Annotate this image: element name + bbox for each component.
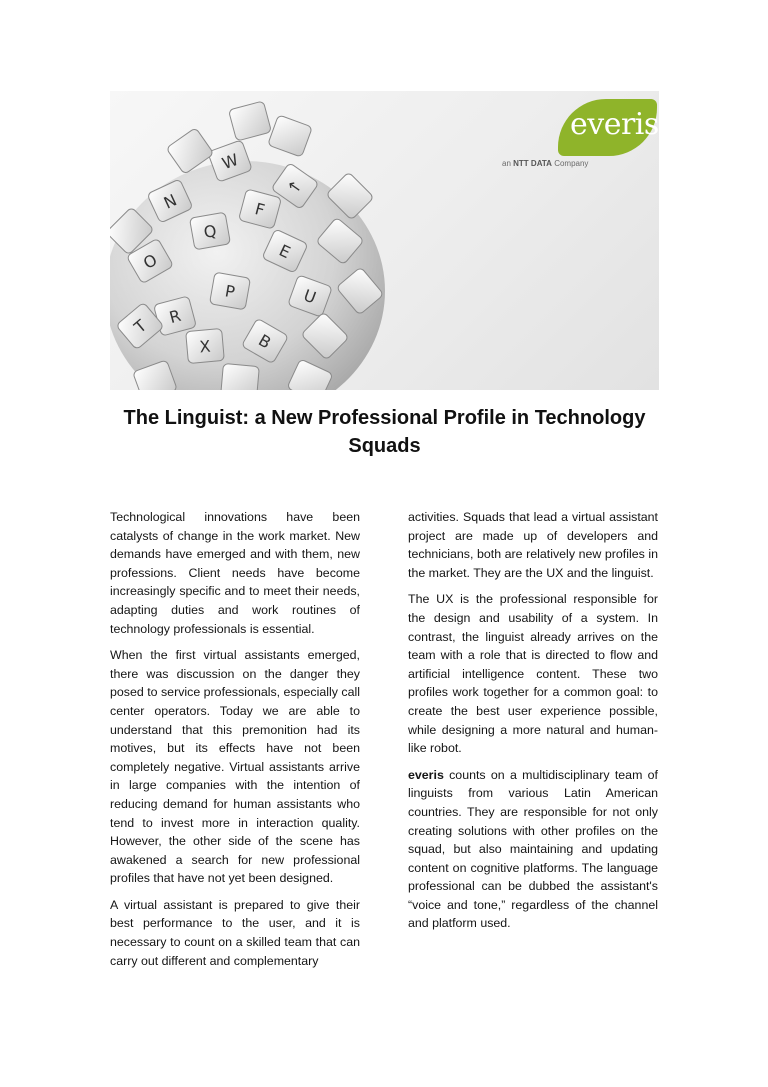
keyboard-key	[189, 212, 230, 250]
key-label: W	[219, 149, 241, 174]
keyboard-key	[209, 272, 250, 310]
paragraph: When the first virtual assistants emerged, there was discussion on the danger they posed to service professionals, especially call center operators. Today we are able to understand that this premonition had its motives, but its effects have not been completely negative. Virtual assistants arrive in large companies with the intention of reducing demand for human assistants who tend to invest more in interaction quality. However, the other side of the scene has awakened a search for new professional profiles that have not yet been designed.	[110, 648, 361, 886]
keyboard-key	[186, 328, 225, 363]
paragraph: The UX is the professional responsible for the design and usability of a system. In contrast, the linguist already arrives on the team with a role that is directed to flow and artificial intelligence content. These two profiles work together for a common goal: to create the best user experience possible, while designing a more natural and human-like robot.	[408, 592, 658, 756]
key-label: B	[255, 330, 275, 353]
keyboard-key	[221, 363, 260, 390]
paragraph	[408, 766, 658, 933]
key-label: O	[140, 250, 161, 273]
hero-image	[110, 91, 659, 390]
paragraph: A virtual assistant is prepared to give their best performance to the user, and it is necessary to count on a skilled team that can carry out different and complementary	[110, 897, 360, 968]
paragraph-text: counts on a multidisciplinary team of linguists from various Latin American countries. They are responsible for not only creating solutions with other profiles on the squad, but also maintaining and updating content on cognitive platforms. The language professional can be dubbed the assistant's “voice and tone,” regardless of the channel and platform used.	[408, 767, 658, 931]
key-label: X	[198, 336, 212, 357]
tagline-suffix: Company	[554, 159, 589, 168]
key-label: E	[276, 240, 294, 263]
key-label: F	[252, 199, 267, 220]
paragraph: Technological innovations have been catalysts of change in the work market. New demands have emerged and with them, new professions. Client needs have become increasingly specific and to meet their needs, adapting duties and work routines of technology professionals is essential.	[110, 510, 360, 636]
key-label: Q	[202, 221, 218, 242]
keyboard-key	[268, 115, 313, 157]
everis-bold: everis	[408, 767, 444, 782]
tagline-brand: NTT DATA	[513, 159, 552, 168]
logo-tagline	[502, 159, 588, 168]
key-label: N	[160, 190, 180, 213]
key-label: U	[301, 285, 319, 308]
column-right	[408, 508, 658, 941]
page-title: The Linguist: a New Professional Profile in Technology Squads	[123, 407, 646, 457]
key-label: T	[130, 315, 151, 337]
everis-logo-text: everis	[570, 107, 659, 142]
keyboard-key	[228, 101, 271, 141]
key-label: ←	[283, 174, 306, 199]
column-left	[110, 508, 360, 978]
key-label: P	[223, 281, 237, 302]
tagline-prefix: an	[502, 159, 511, 168]
paragraph: activities. Squads that lead a virtual assistant project are made up of developers and technicians, both are relatively new profiles in the market. They are the UX and the linguist.	[408, 510, 658, 580]
key-label: R	[167, 305, 183, 328]
